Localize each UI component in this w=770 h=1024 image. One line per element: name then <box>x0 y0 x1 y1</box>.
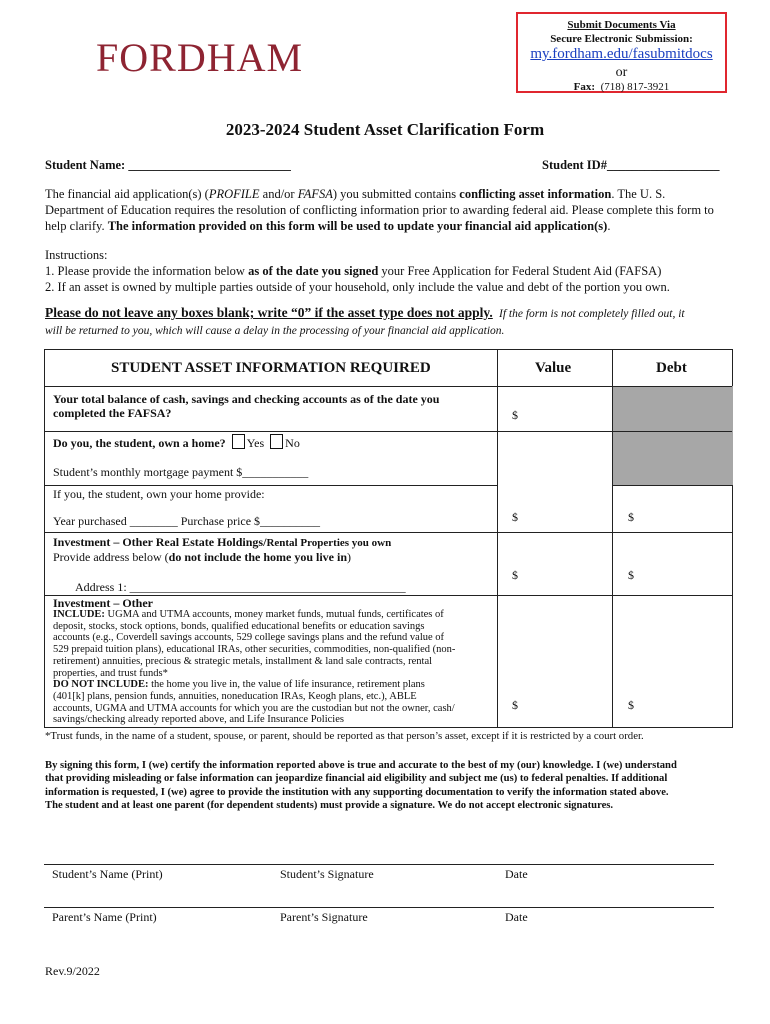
yes-label: Yes <box>246 436 265 450</box>
home-details-prompt: If you, the student, own your home provide: <box>53 487 265 501</box>
instructions-heading: Instructions: <box>45 248 108 262</box>
instruction-item-2: 2. If an asset is owned by multiple parties outside of your household, only include the value and debt of the portion you own. <box>45 280 670 294</box>
blank-box-warning: Please do not leave any boxes blank; write “0” if the asset type does not apply. If the form is not completely filled out, it will be returned to you, which will cause a delay in the processing of your financial aid application. <box>45 305 685 337</box>
investment-other-title: Investment – Other <box>53 596 153 610</box>
instructions <box>45 247 735 295</box>
investment-debt-input[interactable]: $ <box>628 698 634 712</box>
home-value-input[interactable]: $ <box>512 510 518 524</box>
mortgage-payment-field[interactable]: Student’s monthly mortgage payment $___________ <box>53 465 309 479</box>
intro-paragraph: The financial aid application(s) (PROFILE and/or FAFSA) you submitted contains conflicting asset information. The U. S. Department of Education requires the resolution of conflicting information prior to awarding federal aid. Please complete this form to help clarify. The information provided on this form will be used to update your financial aid application(s). <box>45 187 714 233</box>
cash-value-input[interactable]: $ <box>512 408 518 422</box>
asset-information-table <box>44 349 733 728</box>
instruction-item-1: 1. Please provide the information below as of the date you signed your Free Application for Federal Student Aid (FAFSA) <box>45 264 662 278</box>
submit-via-heading: Submit Documents Via <box>567 19 676 31</box>
secure-submission-label: Secure Electronic Submission: <box>550 33 693 45</box>
real-estate-debt-input[interactable]: $ <box>628 568 634 582</box>
student-name-print-label: Student’s Name (Print) <box>52 867 163 881</box>
or-text: or <box>615 65 628 80</box>
debt-cell-shaded-home <box>612 431 733 485</box>
year-purchase-price-field[interactable]: Year purchased ________ Purchase price $__________ <box>53 514 321 528</box>
yes-checkbox[interactable] <box>232 434 245 449</box>
cash-savings-question: Your total balance of cash, savings and checking accounts as of the date you completed the FAFSA? <box>53 392 440 420</box>
parent-signature-label: Parent’s Signature <box>280 910 368 924</box>
student-signature-label: Student’s Signature <box>280 867 374 881</box>
no-label: No <box>285 436 300 450</box>
submit-docs-link[interactable]: my.fordham.edu/fasubmitdocs <box>530 46 713 62</box>
student-date-label: Date <box>505 867 528 881</box>
parent-date-label: Date <box>505 910 528 924</box>
own-home-question: Do you, the student, own a home? Yes No <box>53 436 300 450</box>
address-field[interactable]: Address 1: ______________________________________________ <box>75 580 406 594</box>
student-name-field[interactable]: Student Name: __________________________ <box>45 158 291 172</box>
table-header-debt: Debt <box>656 360 687 376</box>
revision-date: Rev.9/2022 <box>45 964 100 978</box>
investment-value-input[interactable]: $ <box>512 698 518 712</box>
parent-signature-line[interactable] <box>44 907 714 908</box>
form-title: 2023-2024 Student Asset Clarification Form <box>225 120 545 139</box>
fordham-logo: FORDHAM <box>96 35 304 80</box>
debt-cell-shaded-cash <box>612 386 733 431</box>
certification-statement: By signing this form, I (we) certify the information reported above is true and accurate to the best of my (our) knowledge. I (we) understand that providing misleading or false information can jeopardize financial aid eligibility and subject me (us) to federal penalties. If additional information is requested, I (we) agree to provide the institution with any supporting documentation to verify the information stated above. The student and at least one parent (for dependent students) must provide a signature. We do not accept electronic signatures. <box>45 760 677 811</box>
real-estate-section: Investment – Other Real Estate Holdings/Rental Properties you own Provide address below (do not include the home you live in) <box>53 535 392 564</box>
home-debt-input[interactable]: $ <box>628 510 634 524</box>
trust-fund-note: *Trust funds, in the name of a student, spouse, or parent, should be reported as that person’s asset, except if it is restricted by a court order. <box>45 730 644 742</box>
fax-label: Fax: <box>573 81 596 93</box>
no-checkbox[interactable] <box>270 434 283 449</box>
student-signature-line[interactable] <box>44 864 714 865</box>
submit-documents-box <box>516 12 727 93</box>
investment-other-details: INCLUDE: UGMA and UTMA accounts, money market funds, mutual funds, certificates of deposit, stocks, stock options, bonds, qualified educational benefits or education savings accounts (e.g., Coverdell savings accounts, 529 college savings plans and the refund value of 529 prepaid tuition plans), educational IRAs, other securities, commodities, non-qualified (non- retirement) annuities, precious & strategic metals, installment & land sale contracts, rental properties, and trust funds* DO NOT INCLUDE: the home you live in, the value of life insurance, retirement plans (401[k] plans, pension funds, annuities, noneducation IRAs, Keogh plans, etc.), ABLE accounts, UGMA and UTMA accounts for which you are the custodian but not the owner, cash/ savings/checking already reported above, and Life Insurance Policies <box>53 609 456 726</box>
table-header-value: Value <box>535 360 572 376</box>
fax-number: (718) 817-3921 <box>600 81 670 93</box>
parent-name-print-label: Parent’s Name (Print) <box>52 910 157 924</box>
student-id-field[interactable]: Student ID#__________________ <box>542 158 720 172</box>
real-estate-value-input[interactable]: $ <box>512 568 518 582</box>
table-header-main: STUDENT ASSET INFORMATION REQUIRED <box>111 360 431 376</box>
fax-line <box>518 81 725 93</box>
